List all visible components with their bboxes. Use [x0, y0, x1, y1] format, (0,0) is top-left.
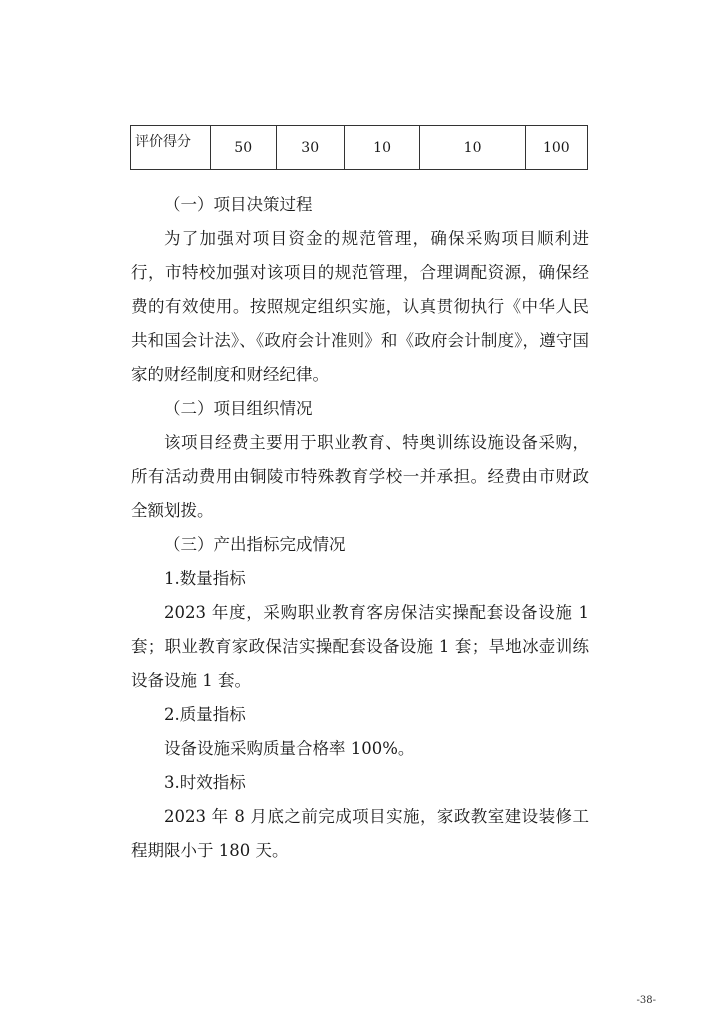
section-heading: （一）项目决策过程 [164, 195, 313, 214]
subsection-heading: 1.数量指标 [164, 569, 246, 588]
section-heading: （二）项目组织情况 [164, 399, 313, 418]
table-cell-label: 评价得分 [131, 126, 211, 170]
subsection-heading: 3.时效指标 [164, 773, 246, 792]
paragraph: 为了加强对项目资金的规范管理，确保采购项目顺利进行，市特校加强对该项目的规范管理，合理调配资源，确保经费的有效使用。按照规定组织实施，认真贯彻执行《中华人民共和国会计法》、《政府会计准则》和《政府会计制度》，遵守国家的财经制度和财经纪律。 [131, 229, 589, 384]
paragraph: 设备设施采购质量合格率 100%。 [164, 739, 415, 758]
paragraph: 2023 年 8 月底之前完成项目实施，家政教室建设装修工程期限小于 180 天。 [131, 807, 589, 860]
document-body [131, 188, 589, 868]
subsection-heading: 2.质量指标 [164, 705, 246, 724]
table-cell-score: 30 [276, 126, 344, 170]
paragraph: 2023 年度，采购职业教育客房保洁实操配套设备设施 1 套；职业教育家政保洁实操配套设备设施 1 套；旱地冰壶训练设备设施 1 套。 [131, 603, 589, 690]
score-table [130, 125, 588, 170]
table-cell-score: 50 [210, 126, 276, 170]
section-heading: （三）产出指标完成情况 [164, 535, 346, 554]
table-row [131, 126, 588, 170]
table-cell-score: 10 [420, 126, 525, 170]
table-cell-score: 10 [344, 126, 420, 170]
paragraph: 该项目经费主要用于职业教育、特奥训练设施设备采购，所有活动费用由铜陵市特殊教育学校一并承担。经费由市财政全额划拨。 [131, 433, 589, 520]
page-number: -38- [636, 995, 656, 1006]
table-cell-score: 100 [525, 126, 587, 170]
